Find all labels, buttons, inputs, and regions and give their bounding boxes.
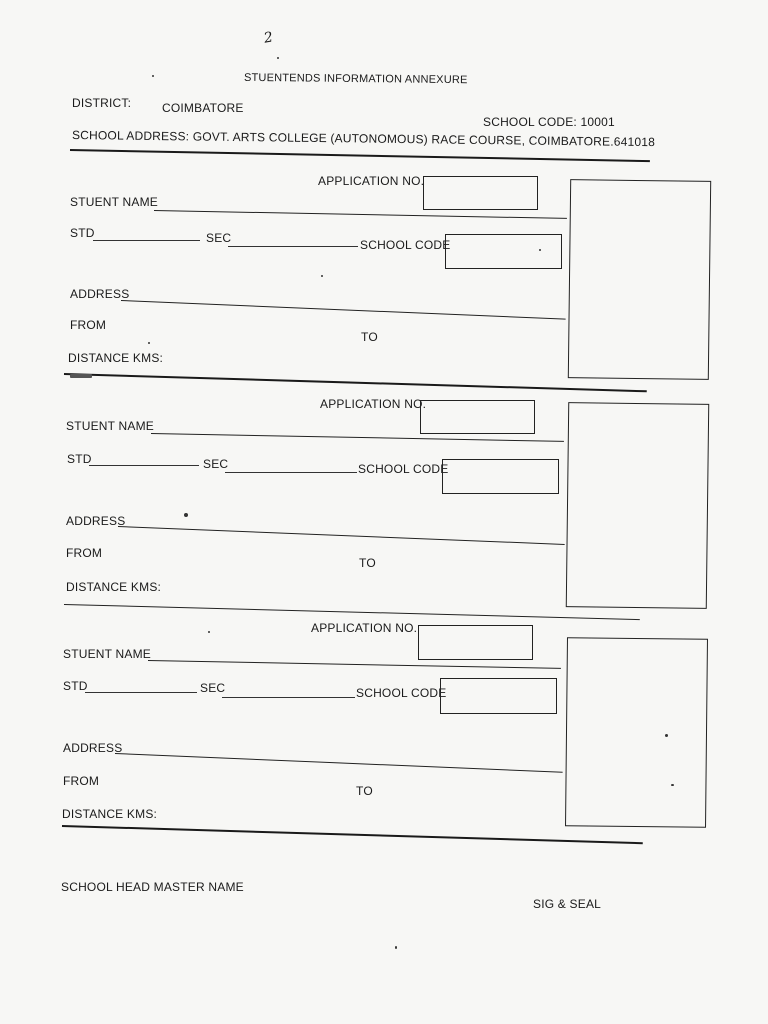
from-label: FROM bbox=[66, 546, 103, 560]
std-field[interactable] bbox=[89, 465, 199, 466]
application-no-box[interactable] bbox=[420, 400, 535, 434]
from-label: FROM bbox=[70, 318, 107, 332]
section-divider bbox=[64, 373, 647, 392]
distance-label: DISTANCE KMS: bbox=[62, 807, 158, 821]
student-name-field[interactable] bbox=[148, 660, 561, 669]
distance-label: DISTANCE KMS: bbox=[68, 351, 164, 365]
std-label: STD bbox=[63, 679, 88, 693]
scan-speck bbox=[539, 249, 541, 251]
section-divider bbox=[64, 604, 640, 620]
school-code-box[interactable] bbox=[445, 234, 562, 269]
scan-speck bbox=[277, 57, 279, 59]
photo-box bbox=[566, 402, 709, 609]
school-code-label: SCHOOL CODE bbox=[360, 238, 451, 252]
address-field[interactable] bbox=[121, 300, 566, 320]
from-label: FROM bbox=[63, 774, 100, 788]
section-divider bbox=[62, 825, 643, 844]
sec-label: SEC bbox=[206, 231, 232, 245]
student-name-label: STUENT NAME bbox=[66, 419, 154, 433]
sec-field[interactable] bbox=[222, 697, 355, 698]
application-no-box[interactable] bbox=[423, 176, 538, 210]
district-value: COIMBATORE bbox=[162, 101, 244, 115]
scan-speck bbox=[671, 784, 674, 786]
school-code-label: SCHOOL CODE bbox=[356, 686, 447, 700]
application-no-box[interactable] bbox=[418, 625, 533, 660]
std-field[interactable] bbox=[93, 240, 200, 241]
sec-field[interactable] bbox=[225, 472, 357, 473]
application-no-label: APPLICATION NO. bbox=[318, 174, 425, 188]
distance-label: DISTANCE KMS: bbox=[66, 580, 162, 594]
header-rule bbox=[70, 149, 650, 162]
address-label: ADDRESS bbox=[66, 514, 126, 528]
to-label: TO bbox=[356, 784, 373, 798]
student-name-field[interactable] bbox=[151, 433, 564, 442]
school-code-box[interactable] bbox=[442, 459, 559, 494]
scan-speck bbox=[665, 734, 668, 737]
school-code-box[interactable] bbox=[440, 678, 557, 714]
school-code-label: SCHOOL CODE bbox=[358, 462, 449, 476]
address-label: ADDRESS bbox=[70, 287, 130, 301]
ink-smudge bbox=[70, 374, 92, 378]
address-field[interactable] bbox=[115, 753, 563, 773]
headmaster-name-label: SCHOOL HEAD MASTER NAME bbox=[61, 880, 244, 894]
photo-box bbox=[565, 637, 708, 827]
school-code-header: SCHOOL CODE: 10001 bbox=[483, 115, 615, 129]
scan-speck bbox=[321, 275, 323, 277]
std-field[interactable] bbox=[85, 692, 197, 693]
std-label: STD bbox=[70, 226, 95, 240]
student-name-label: STUENT NAME bbox=[63, 647, 151, 661]
sec-field[interactable] bbox=[228, 246, 358, 247]
std-label: STD bbox=[67, 452, 92, 466]
scan-speck bbox=[148, 342, 150, 344]
sec-label: SEC bbox=[203, 457, 229, 471]
student-name-field[interactable] bbox=[154, 210, 567, 219]
page-number: 2 bbox=[262, 29, 275, 47]
page-title: STUENTENDS INFORMATION ANNEXURE bbox=[243, 71, 468, 87]
to-label: TO bbox=[361, 330, 378, 344]
scan-speck bbox=[152, 75, 154, 77]
application-no-label: APPLICATION NO. bbox=[311, 621, 418, 635]
scan-speck bbox=[395, 946, 397, 949]
school-address: SCHOOL ADDRESS: GOVT. ARTS COLLEGE (AUTONOMOUS) RACE COURSE, COIMBATORE.641018 bbox=[71, 128, 656, 150]
scan-speck bbox=[208, 631, 210, 633]
to-label: TO bbox=[359, 556, 376, 570]
application-no-label: APPLICATION NO. bbox=[320, 397, 427, 411]
district-label: DISTRICT: bbox=[72, 96, 132, 110]
scan-speck bbox=[184, 513, 188, 517]
sec-label: SEC bbox=[200, 681, 226, 695]
student-name-label: STUENT NAME bbox=[70, 195, 158, 209]
address-label: ADDRESS bbox=[63, 741, 123, 755]
signature-seal-label: SIG & SEAL bbox=[533, 897, 602, 911]
photo-box bbox=[568, 179, 711, 380]
address-field[interactable] bbox=[118, 526, 565, 545]
